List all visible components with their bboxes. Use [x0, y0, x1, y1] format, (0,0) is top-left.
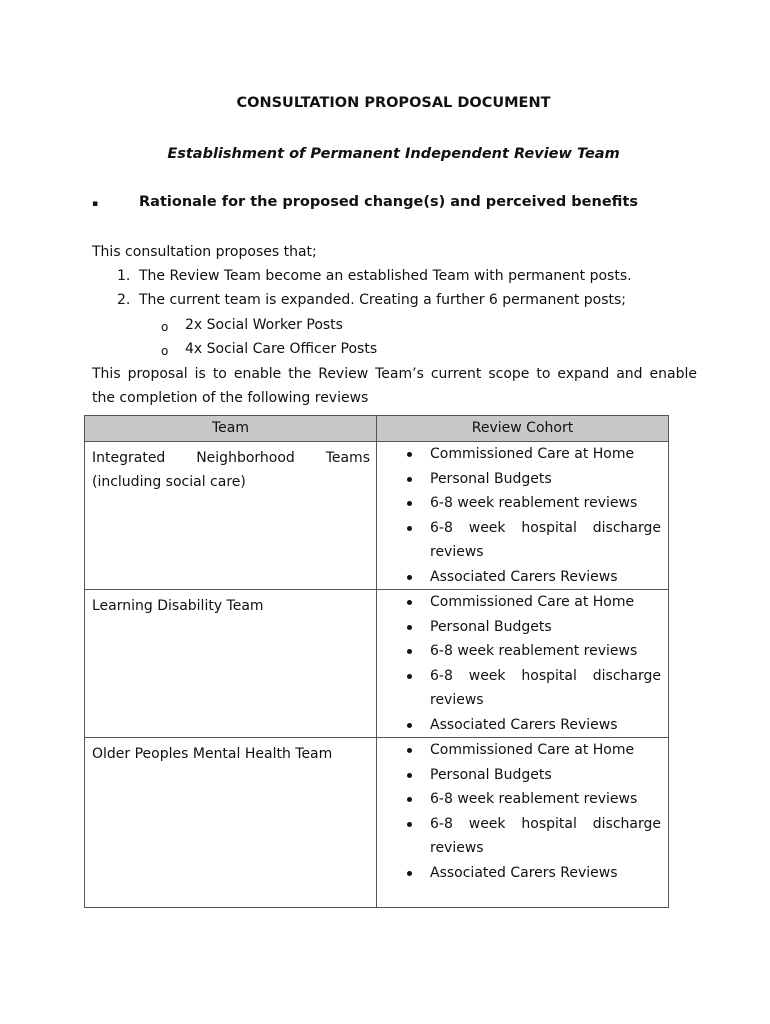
- bullet-dot-icon: [407, 674, 412, 679]
- bullet-dot-icon: [407, 822, 412, 827]
- list-item: 6-8 week reablement reviews: [377, 639, 661, 664]
- list-item-cont: reviews: [430, 840, 484, 856]
- column-header-team: Team: [85, 416, 377, 442]
- paragraph-line: This proposal is to enable the Review Team’s current scope to expand and enable: [92, 366, 697, 382]
- team-name: Learning Disability Team: [92, 598, 264, 614]
- team-name: Integrated Neighborhood Teams: [92, 450, 370, 466]
- paragraph-line: the completion of the following reviews: [92, 390, 369, 406]
- cohort-cell: [377, 590, 669, 738]
- table-header-row: [85, 416, 669, 442]
- cohort-list: [377, 590, 668, 737]
- list-number: 2.: [117, 292, 131, 308]
- cohort-list: [377, 738, 668, 885]
- intro-text: This consultation proposes that;: [92, 244, 317, 260]
- review-table: [84, 415, 669, 908]
- team-cell: [85, 738, 377, 908]
- bullet-dot-icon: [407, 871, 412, 876]
- bullet-dot-icon: [407, 477, 412, 482]
- table-row: [85, 442, 669, 590]
- list-item: Commissioned Care at Home: [377, 442, 661, 467]
- circle-bullet-icon: o: [161, 320, 169, 334]
- cohort-cell: [377, 442, 669, 590]
- list-item: Associated Carers Reviews: [377, 565, 661, 590]
- document-subtitle: Establishment of Permanent Independent Review Team: [167, 146, 620, 162]
- list-item: Associated Carers Reviews: [377, 861, 661, 886]
- table-row: [85, 738, 669, 908]
- table-row: [85, 590, 669, 738]
- team-name-cont: (including social care): [92, 474, 246, 490]
- square-bullet-icon: ▪: [92, 199, 99, 209]
- team-cell: [85, 590, 377, 738]
- column-header-review-cohort: Review Cohort: [377, 416, 669, 442]
- list-item: The current team is expanded. Creating a further 6 permanent posts;: [139, 292, 627, 308]
- bullet-dot-icon: [407, 649, 412, 654]
- list-item: Personal Budgets: [377, 763, 661, 788]
- cohort-list: [377, 442, 668, 589]
- sub-list-item: 4x Social Care Officer Posts: [185, 341, 378, 357]
- bullet-dot-icon: [407, 575, 412, 580]
- list-item: 6-8 week hospital discharge: [377, 516, 661, 541]
- section-heading: Rationale for the proposed change(s) and perceived benefits: [139, 194, 638, 210]
- list-item: Commissioned Care at Home: [377, 738, 661, 763]
- cohort-cell: [377, 738, 669, 908]
- sub-list-item: 2x Social Worker Posts: [185, 317, 343, 333]
- bullet-dot-icon: [407, 797, 412, 802]
- list-item: 6-8 week reablement reviews: [377, 787, 661, 812]
- bullet-dot-icon: [407, 501, 412, 506]
- list-item: Associated Carers Reviews: [377, 713, 661, 738]
- bullet-dot-icon: [407, 452, 412, 457]
- bullet-dot-icon: [407, 625, 412, 630]
- list-item: 6-8 week hospital discharge: [377, 812, 661, 837]
- team-name: Older Peoples Mental Health Team: [92, 746, 333, 762]
- list-item-cont: reviews: [430, 692, 484, 708]
- list-item: 6-8 week reablement reviews: [377, 491, 661, 516]
- list-item: The Review Team become an established Team with permanent posts.: [139, 268, 632, 284]
- bullet-dot-icon: [407, 723, 412, 728]
- team-cell: [85, 442, 377, 590]
- bullet-dot-icon: [407, 748, 412, 753]
- document-title: CONSULTATION PROPOSAL DOCUMENT: [236, 95, 551, 111]
- list-item: 6-8 week hospital discharge: [377, 664, 661, 689]
- bullet-dot-icon: [407, 773, 412, 778]
- list-item: Personal Budgets: [377, 615, 661, 640]
- list-number: 1.: [117, 268, 131, 284]
- list-item: Commissioned Care at Home: [377, 590, 661, 615]
- bullet-dot-icon: [407, 526, 412, 531]
- bullet-dot-icon: [407, 600, 412, 605]
- list-item-cont: reviews: [430, 544, 484, 560]
- list-item: Personal Budgets: [377, 467, 661, 492]
- circle-bullet-icon: o: [161, 344, 169, 358]
